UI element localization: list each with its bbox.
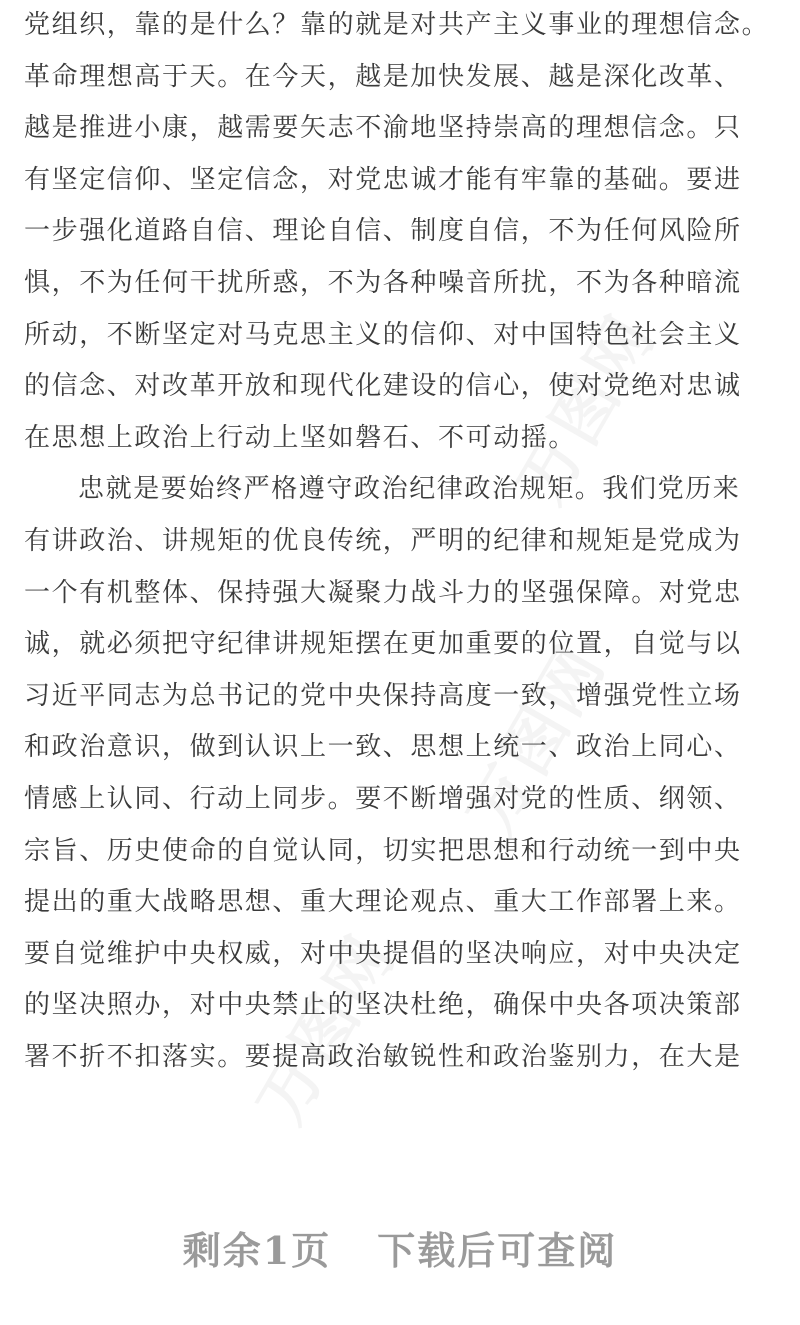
text-line: 提出的重大战略思想、重大理论观点、重大工作部署上来。 xyxy=(24,887,742,918)
text-line: 惧，不为任何干扰所惑，不为各种噪音所扰，不为各种暗流 xyxy=(24,267,742,298)
download-banner[interactable] xyxy=(0,1220,800,1275)
download-prompt-label: 下载后可查阅 xyxy=(377,1228,618,1273)
text-line: 一步强化道路自信、理论自信、制度自信，不为任何风险所 xyxy=(24,216,742,247)
text-line: 宗旨、历史使命的自觉认同，切实把思想和行动统一到中央 xyxy=(24,835,742,866)
text-line: 革命理想高于天。在今天，越是加快发展、越是深化改革、 xyxy=(24,61,742,92)
text-line: 越是推进小康，越需要矢志不渝地坚持崇高的理想信念。只 xyxy=(24,113,742,144)
text-line: 要自觉维护中央权威，对中央提倡的坚决响应，对中央决定 xyxy=(24,938,742,969)
watermark: 万图网 xyxy=(454,632,621,846)
watermark: 万图网 xyxy=(244,922,411,1136)
remaining-pages-label: 剩余1页 xyxy=(182,1228,332,1273)
text-line: 情感上认同、行动上同步。要不断增强对党的性质、纲领、 xyxy=(24,783,742,814)
text-line: 有讲政治、讲规矩的优良传统，严明的纪律和规矩是党成为 xyxy=(24,525,742,556)
text-line: 的坚决照办，对中央禁止的坚决杜绝，确保中央各项决策部 xyxy=(24,990,742,1021)
text-line: 诚，就必须把守纪律讲规矩摆在更加重要的位置，自觉与以 xyxy=(24,629,742,660)
watermark: 万图网 xyxy=(504,302,671,516)
text-line: 在思想上政治上行动上坚如磐石、不可动摇。 xyxy=(24,422,577,453)
text-line: 的信念、对改革开放和现代化建设的信心，使对党绝对忠诚 xyxy=(24,371,742,402)
document-body xyxy=(24,0,776,1083)
text-line: 有坚定信仰、坚定信念，对党忠诚才能有牢靠的基础。要进 xyxy=(24,164,742,195)
text-line: 所动，不断坚定对马克思主义的信仰、对中国特色社会主义 xyxy=(24,319,742,350)
paragraph-start-line: 忠就是要始终严格遵守政治纪律政治规矩。我们党历来 xyxy=(78,474,741,505)
text-line: 署不折不扣落实。要提高政治敏锐性和政治鉴别力，在大是 xyxy=(24,1041,742,1072)
text-line: 一个有机整体、保持强大凝聚力战斗力的坚强保障。对党忠 xyxy=(24,577,742,608)
text-line: 党组织，靠的是什么？靠的就是对共产主义事业的理想信念。 xyxy=(24,10,770,40)
text-line: 习近平同志为总书记的党中央保持高度一致，增强党性立场 xyxy=(24,680,742,711)
text-line: 和政治意识，做到认识上一致、思想上统一、政治上同心、 xyxy=(24,732,742,763)
